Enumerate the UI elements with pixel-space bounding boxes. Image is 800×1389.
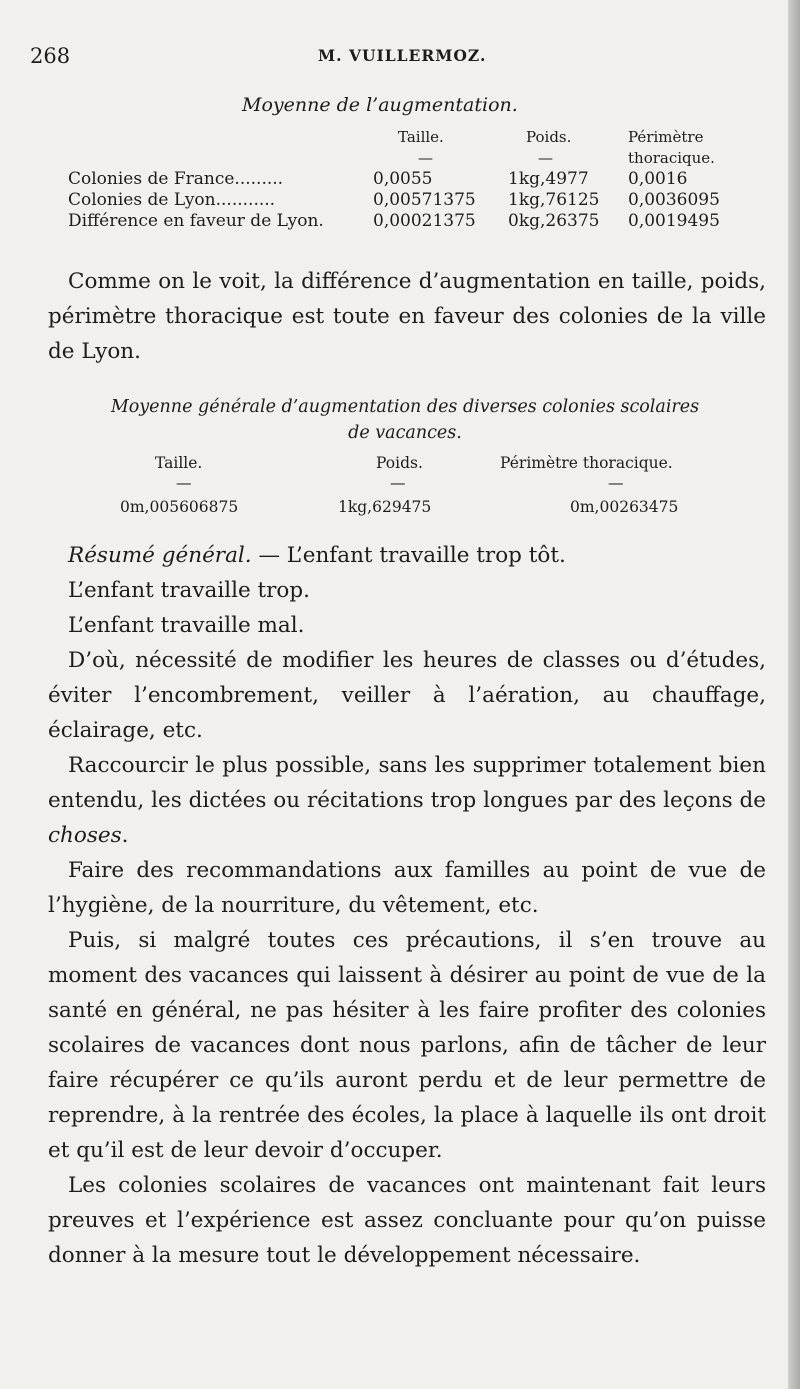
row-label: Colonies de France......... [68,169,284,189]
table2-header-poids: Poids. [376,454,423,472]
cell-poids: 1kg,76125 [508,190,600,210]
row-label: Différence en faveur de Lyon. [68,211,324,231]
paragraph-raccourcir-text: Raccourcir le plus possible, sans les supprimer totalement bien entendu, les dictées ou récitations trop longues par des leçons de [48,753,766,813]
table-row [68,169,748,190]
cell-poids: 0kg,26375 [508,211,600,231]
cell-perimetre: 0,0036095 [628,190,720,210]
row-label: Colonies de Lyon........... [68,190,276,210]
table1 [68,127,748,232]
summary-block [48,538,766,1273]
paragraph-raccourcir [48,748,766,853]
paragraph-puis: Puis, si malgré toutes ces précautions, il s’en trouve au moment des vacances qui laissent à désirer au point de vue de la santé en général, ne pas hésiter à les faire profiter des colonies scolaires de vacances dont nous parlons, afin de tâcher de leur faire récupérer ce qu’ils auront perdu et de leur permettre de reprendre, à la rentrée des écoles, la place à laquelle ils ont droit et qu’il est de leur devoir d’occuper. [48,928,766,1163]
table2-title [60,394,750,446]
paragraph-comme [48,264,766,369]
table2-dash-perimetre: — [608,474,624,492]
table2-value-taille: 0m,005606875 [120,498,239,516]
summary-line1-text: — L’enfant travaille trop tôt. [251,543,566,568]
table1-dash-taille: — [418,149,433,167]
paragraph-faire: Faire des recommandations aux familles au point de vue de l’hygiène, de la nourriture, du vêtement, etc. [48,858,766,918]
summary-line3: L’enfant travaille mal. [68,613,305,638]
table1-title: Moyenne de l’augmentation. [242,94,518,116]
table2-title-line2: de vacances. [348,423,462,443]
paragraph-text: Comme on le voit, la différence d’augmentation en taille, poids, périmètre thoracique est toute en faveur des colonies de la ville de Lyon. [48,269,766,364]
cell-poids: 1kg,4977 [508,169,589,189]
page-number: 268 [30,44,71,68]
table1-header-taille: Taille. [398,128,444,146]
cell-taille: 0,00571375 [373,190,476,210]
table2-value-poids: 1kg,629475 [338,498,432,516]
table2-header-perimetre: Périmètre thoracique. [500,454,673,472]
page-edge-shadow [788,0,800,1389]
paragraph-raccourcir-end: . [121,823,129,848]
paragraph-dou: D’où, nécessité de modifier les heures de classes ou d’études, éviter l’encombrement, veiller à l’aération, au chauffage, éclairage, etc. [48,648,766,743]
table1-header-row [68,127,748,148]
table-row [68,190,748,211]
table2-header-taille: Taille. [155,454,203,472]
table2-dash-poids: — [390,474,406,492]
running-title: M. VUILLERMOZ. [318,46,487,65]
cell-taille: 0,00021375 [373,211,476,231]
summary-label: Résumé général. [68,543,252,568]
table1-header-poids: Poids. [526,128,572,146]
table2-dash-taille: — [176,474,192,492]
summary-line2: L’enfant travaille trop. [68,578,310,603]
page-header [30,44,770,74]
paragraph-raccourcir-italic: choses [48,823,122,848]
table1-header-thoracique: thoracique. [628,149,715,167]
cell-perimetre: 0,0019495 [628,211,720,231]
table1-header-perimetre: Périmètre [628,128,704,146]
table1-header-row2 [68,148,748,169]
cell-taille: 0,0055 [373,169,433,189]
cell-perimetre: 0,0016 [628,169,688,189]
table2-title-line1: Moyenne générale d’augmentation des diverses colonies scolaires [110,397,700,417]
table2-value-perimetre: 0m,00263475 [570,498,679,516]
table-row [68,211,748,232]
paragraph-les-colonies: Les colonies scolaires de vacances ont maintenant fait leurs preuves et l’expérience est assez concluante pour qu’on puisse donner à la mesure tout le développement nécessaire. [48,1173,766,1268]
table1-dash-poids: — [538,149,553,167]
summary-line1 [48,538,766,573]
